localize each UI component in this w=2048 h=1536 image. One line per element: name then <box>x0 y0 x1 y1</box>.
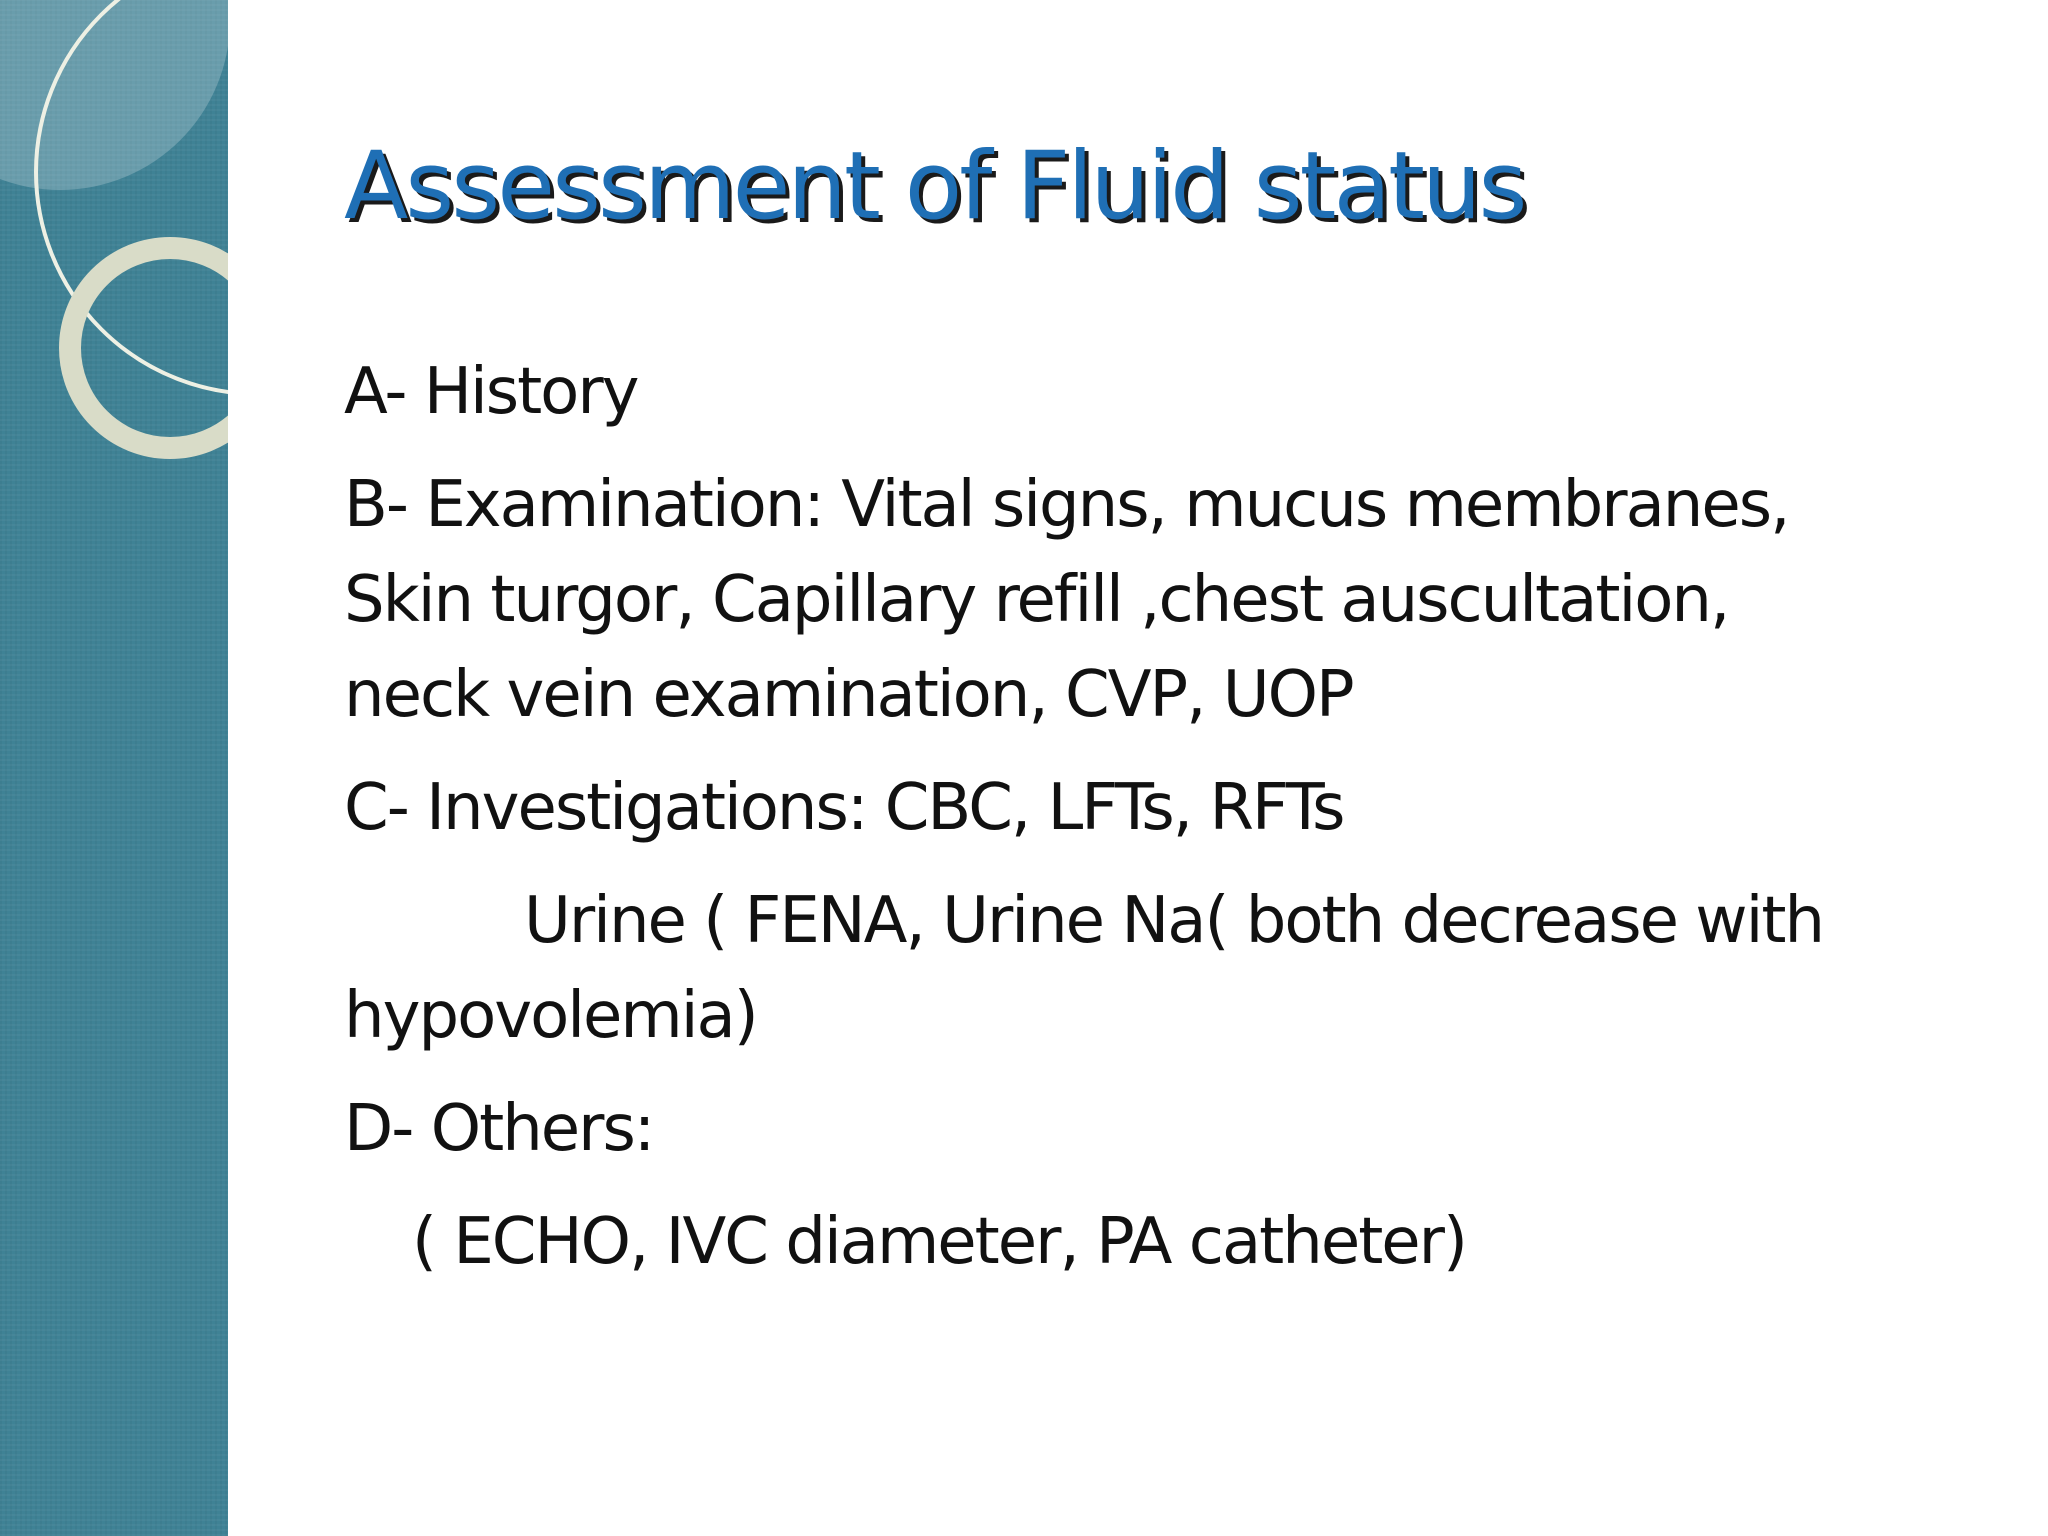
urine-investigations-continued: hypovolemia) <box>344 979 757 1053</box>
slide-body <box>344 345 2014 1290</box>
others-item: D- Others: <box>344 1092 654 1166</box>
examination-item-continued: neck vein examination, CVP, UOP <box>344 658 1353 732</box>
examination-item: B- Examination: Vital signs, mucus membranes, <box>344 468 1789 542</box>
investigations-item: C- Investigations: CBC, LFTs, RFTs <box>344 771 1344 845</box>
decorative-rings <box>0 0 228 520</box>
others-details: ( ECHO, IVC diameter, PA catheter) <box>412 1205 1466 1279</box>
examination-item-continued: Skin turgor, Capillary refill ,chest auscultation, <box>344 563 1729 637</box>
history-item: A- History <box>344 355 638 429</box>
slide-title: Assessment of Fluid status <box>344 132 1525 241</box>
side-decoration-band <box>0 0 228 1536</box>
urine-investigations: Urine ( FENA, Urine Na( both decrease with <box>524 884 1824 958</box>
